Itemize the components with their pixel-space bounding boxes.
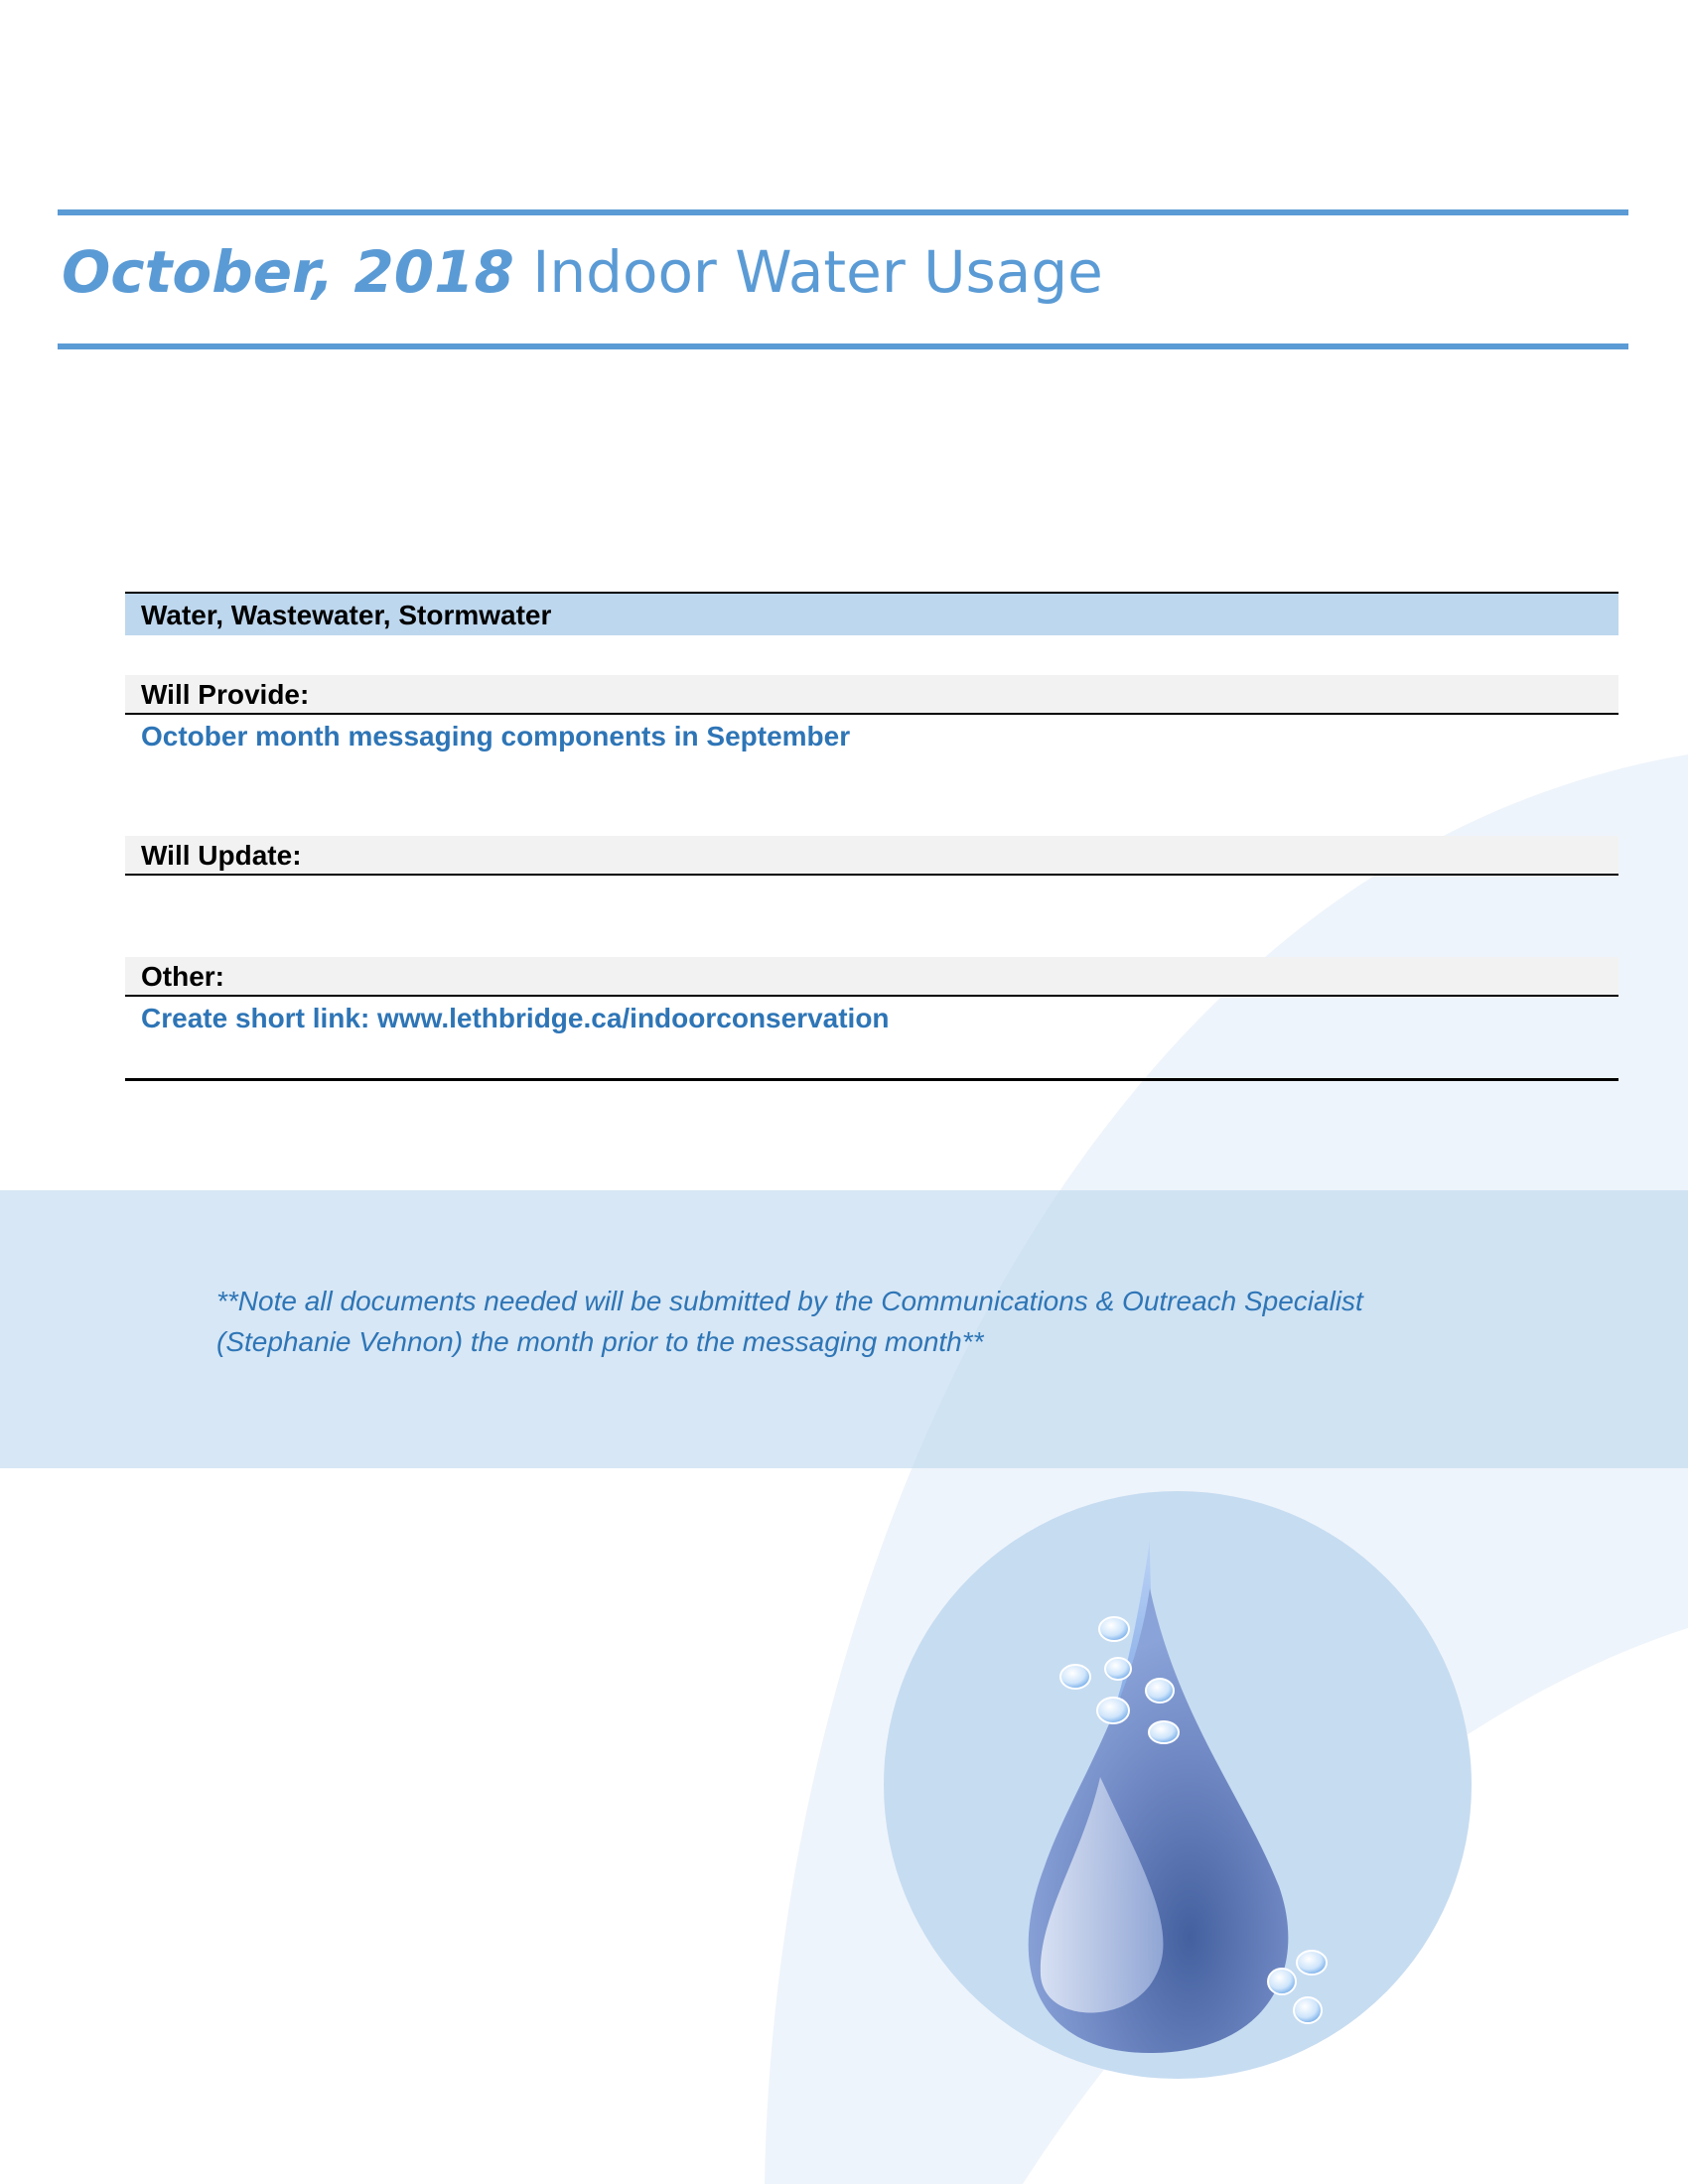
department-header: Water, Wastewater, Stormwater (125, 592, 1618, 635)
title-text: Indoor Water Usage (513, 238, 1103, 306)
footer-note: **Note all documents needed will be submitted by the Communications & Outreach Specialist (Stephanie Vehnon) the month prior to the messaging month** (216, 1286, 1363, 1357)
section-heading-other: Other: (125, 957, 1618, 997)
table-end-rule (125, 1078, 1618, 1081)
top-rule (58, 209, 1628, 215)
section-body-provide: October month messaging components in September (141, 721, 851, 751)
info-table (125, 592, 1618, 1081)
section-heading-provide: Will Provide: (125, 675, 1618, 715)
section-body-other: Create short link: www.lethbridge.ca/indoorconservation (141, 1003, 890, 1033)
bottom-rule (58, 343, 1628, 349)
section-body-update (125, 876, 1618, 957)
page-title (62, 238, 1103, 306)
section-heading-update: Will Update: (125, 836, 1618, 876)
title-date: October, 2018 (62, 238, 514, 306)
